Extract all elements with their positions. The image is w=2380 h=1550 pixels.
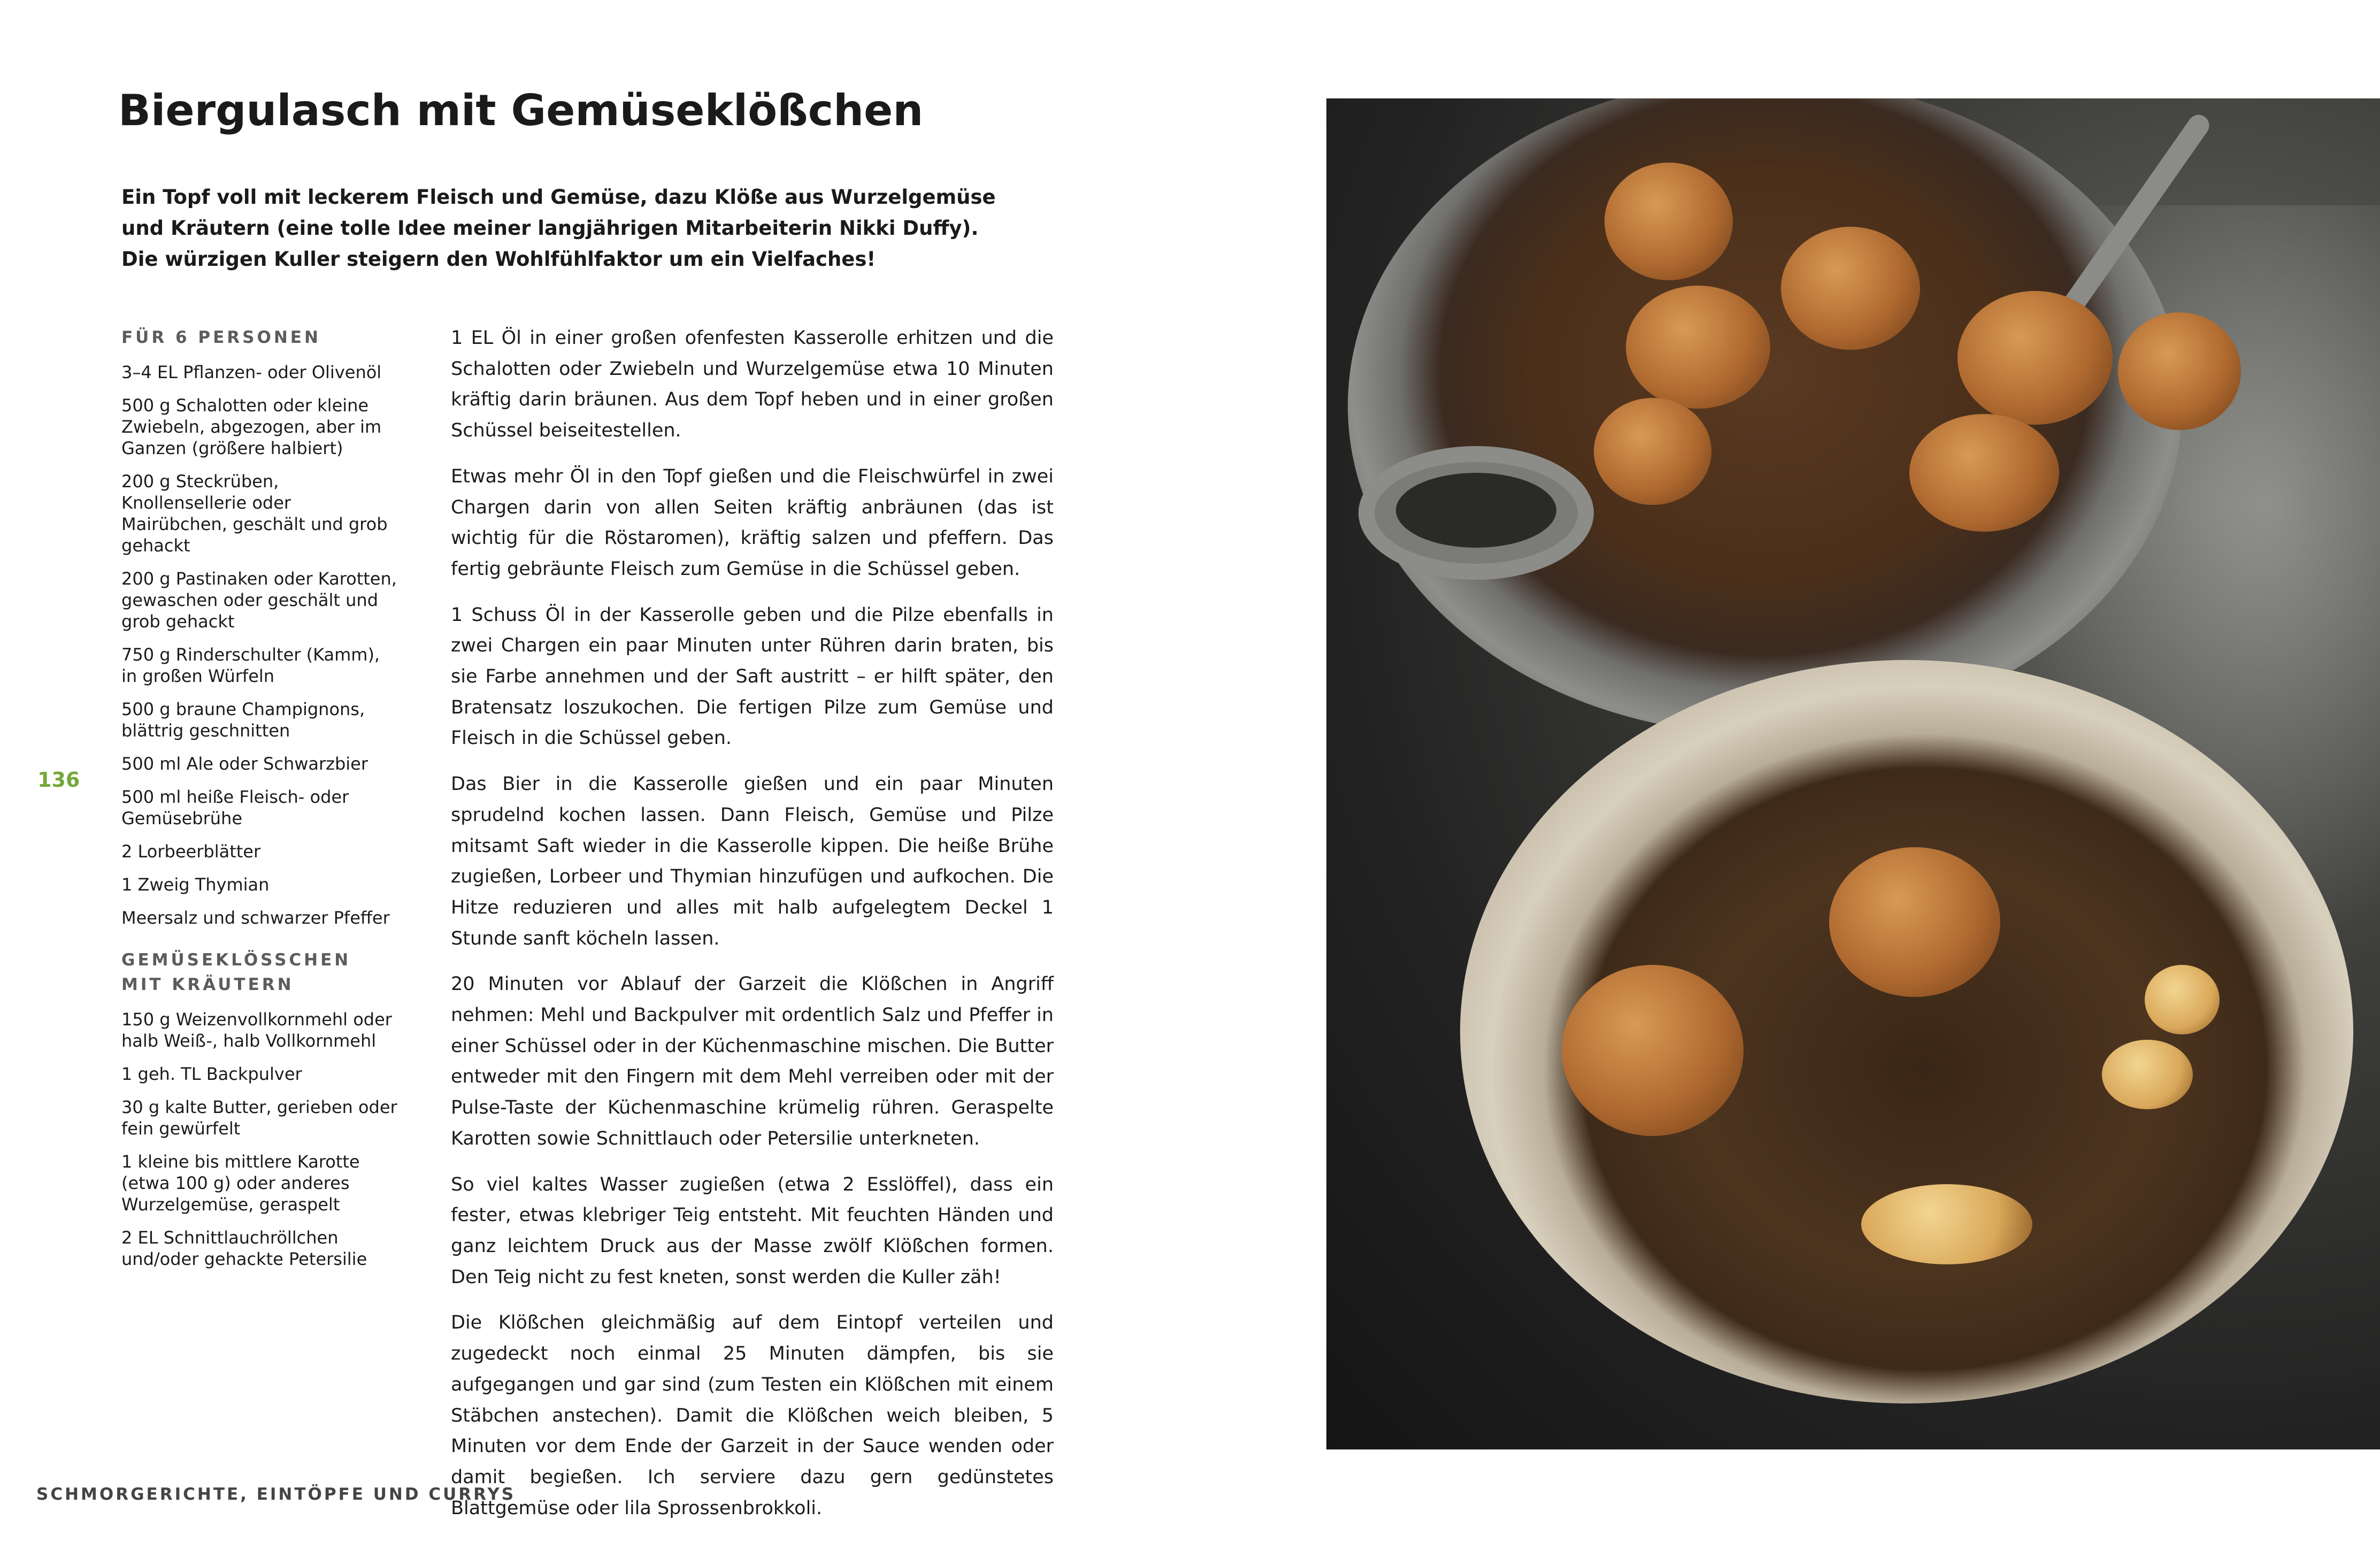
ingredient-item: 1 geh. TL Backpulver <box>121 1064 302 1084</box>
dumplings-heading: GEMÜSEKLÖSSCHEN MIT KRÄUTERN <box>121 950 351 994</box>
method-paragraph: Etwas mehr Öl in den Topf gießen und die Fleischwürfel in zwei Chargen darin von allen Seiten kräftig anbräunen (das ist wichtig für die Röstaromen), kräftig salzen und pfeffern. Das fertig gebräunte Fleisch zum Gemüse in die Schüssel geben. <box>451 465 1054 580</box>
dish-photo <box>1326 98 2380 1449</box>
dumpling <box>1829 847 2000 997</box>
dumpling <box>1781 227 1920 350</box>
intro-line: Ein Topf voll mit leckerem Fleisch und Gemüse, dazu Klöße aus Wurzelgemüse <box>121 186 996 209</box>
intro-line: Die würzigen Kuller steigern den Wohlfühlfaktor um ein Vielfaches! <box>121 248 876 271</box>
method-paragraph: 1 Schuss Öl in der Kasserolle geben und die Pilze ebenfalls in zwei Chargen ein paar Minuten unter Rühren darin braten, bis sie Farbe annehmen und der Saft austritt – er hilft später, den Bratensatz loszukochen. Die fertigen Pilze zum Gemüse und Fleisch in die Schüssel geben. <box>451 604 1054 749</box>
shallot <box>2102 1040 2193 1109</box>
dumpling <box>2118 312 2241 430</box>
dumpling <box>1909 414 2059 532</box>
ingredient-item: 150 g Weizenvollkornmehl oder halb Weiß-, halb Vollkornmehl <box>121 1009 392 1051</box>
ingredient-item: 200 g Pastinaken oder Karotten, gewaschen oder geschält und grob gehackt <box>121 569 397 632</box>
dumpling <box>1957 291 2113 425</box>
method-paragraph: Das Bier in die Kasserolle gießen und ein paar Minuten sprudelnd kochen lassen. Dann Fleisch, Gemüse und Pilze mitsamt Saft wieder in die Kasserolle kippen. Die heiße Brühe zugießen, Lorbeer und Thymian hinzufügen und aufkochen. Die Hitze reduzieren und alles mit halb aufgelegtem Deckel 1 Stunde sanft köcheln lassen. <box>451 773 1054 949</box>
servings-heading: FÜR 6 PERSONEN <box>121 328 321 347</box>
dumpling <box>1626 286 1770 409</box>
ingredient-item: 1 Zweig Thymian <box>121 874 270 895</box>
shallot <box>2145 965 2220 1034</box>
dumpling <box>1594 398 1711 505</box>
ingredient-item: 200 g Steckrüben, Knollensellerie oder Mairübchen, geschält und grob gehackt <box>121 471 388 556</box>
ingredient-item: 500 g braune Champignons, blättrig geschnitten <box>121 699 365 741</box>
dumpling <box>1562 965 1744 1136</box>
recipe-intro <box>121 182 996 275</box>
ingredient-item: Meersalz und schwarzer Pfeffer <box>121 908 390 928</box>
dumpling <box>1604 163 1733 280</box>
ingredient-item: 3–4 EL Pflanzen- oder Olivenöl <box>121 362 382 382</box>
method-text <box>451 323 1054 1539</box>
method-paragraph: 20 Minuten vor Ablauf der Garzeit die Klößchen in Angriff nehmen: Mehl und Backpulver mit ordentlich Salz und Pfeffer in einer Schüssel oder in der Küchenmaschine mischen. Die Butter entweder mit den Fingern mit dem Mehl verreiben oder mit der Pulse-Taste der Küchenmaschine krümelig rühren. Geraspelte Karotten sowie Schnittlauch oder Petersilie unterkneten. <box>451 973 1054 1149</box>
ingredient-item: 500 ml Ale oder Schwarzbier <box>121 754 368 774</box>
ingredient-list <box>121 325 400 1282</box>
ingredient-item: 1 kleine bis mittlere Karotte (etwa 100 g) oder anderes Wurzelgemüse, geraspelt <box>121 1152 360 1215</box>
method-paragraph: So viel kaltes Wasser zugießen (etwa 2 Esslöffel), dass ein fester, etwas klebriger Teig entsteht. Mit feuchten Händen und ganz leichtem Druck aus der Masse zwölf Klößchen formen. Den Teig nicht zu fest kneten, sonst werden die Kuller zäh! <box>451 1173 1054 1288</box>
method-paragraph: Die Klößchen gleichmäßig auf dem Eintopf verteilen und zugedeckt noch einmal 25 Minuten dämpfen, bis sie aufgegangen und gar sind (zum Testen ein Klößchen mit einem Stäbchen anstechen). Damit die Klößchen weich bleiben, 5 Minuten vor dem Ende der Garzeit in der Sauce wenden oder damit begießen. Ich serviere dazu gern gedünstetes Blattgemüse oder lila Sprossenbrokkoli. <box>451 1312 1054 1519</box>
pot-handle-hole <box>1396 473 1556 548</box>
page-number: 136 <box>37 768 80 792</box>
ingredient-item: 30 g kalte Butter, gerieben oder fein gewürfelt <box>121 1097 397 1139</box>
ingredient-item: 2 Lorbeerblätter <box>121 841 261 862</box>
recipe-title: Biergulasch mit Gemüseklößchen <box>118 86 924 135</box>
ingredient-item: 750 g Rinderschulter (Kamm), in großen Würfeln <box>121 644 380 686</box>
intro-line: und Kräutern (eine tolle Idee meiner langjährigen Mitarbeiterin Nikki Duffy). <box>121 217 979 240</box>
ingredient-item: 500 ml heiße Fleisch- oder Gemüsebrühe <box>121 787 349 828</box>
ingredient-item: 500 g Schalotten oder kleine Zwiebeln, abgezogen, aber im Ganzen (größere halbiert) <box>121 395 382 458</box>
ingredient-item: 2 EL Schnittlauchröllchen und/oder gehackte Petersilie <box>121 1227 367 1269</box>
chapter-footer: SCHMORGERICHTE, EINTÖPFE UND CURRYS <box>36 1485 516 1504</box>
method-paragraph: 1 EL Öl in einer großen ofenfesten Kasserolle erhitzen und die Schalotten oder Zwiebeln und Wurzelgemüse etwa 10 Minuten kräftig darin bräunen. Aus dem Topf heben und in einer großen Schüssel beiseitestellen. <box>451 327 1054 442</box>
shallot <box>1861 1184 2032 1264</box>
